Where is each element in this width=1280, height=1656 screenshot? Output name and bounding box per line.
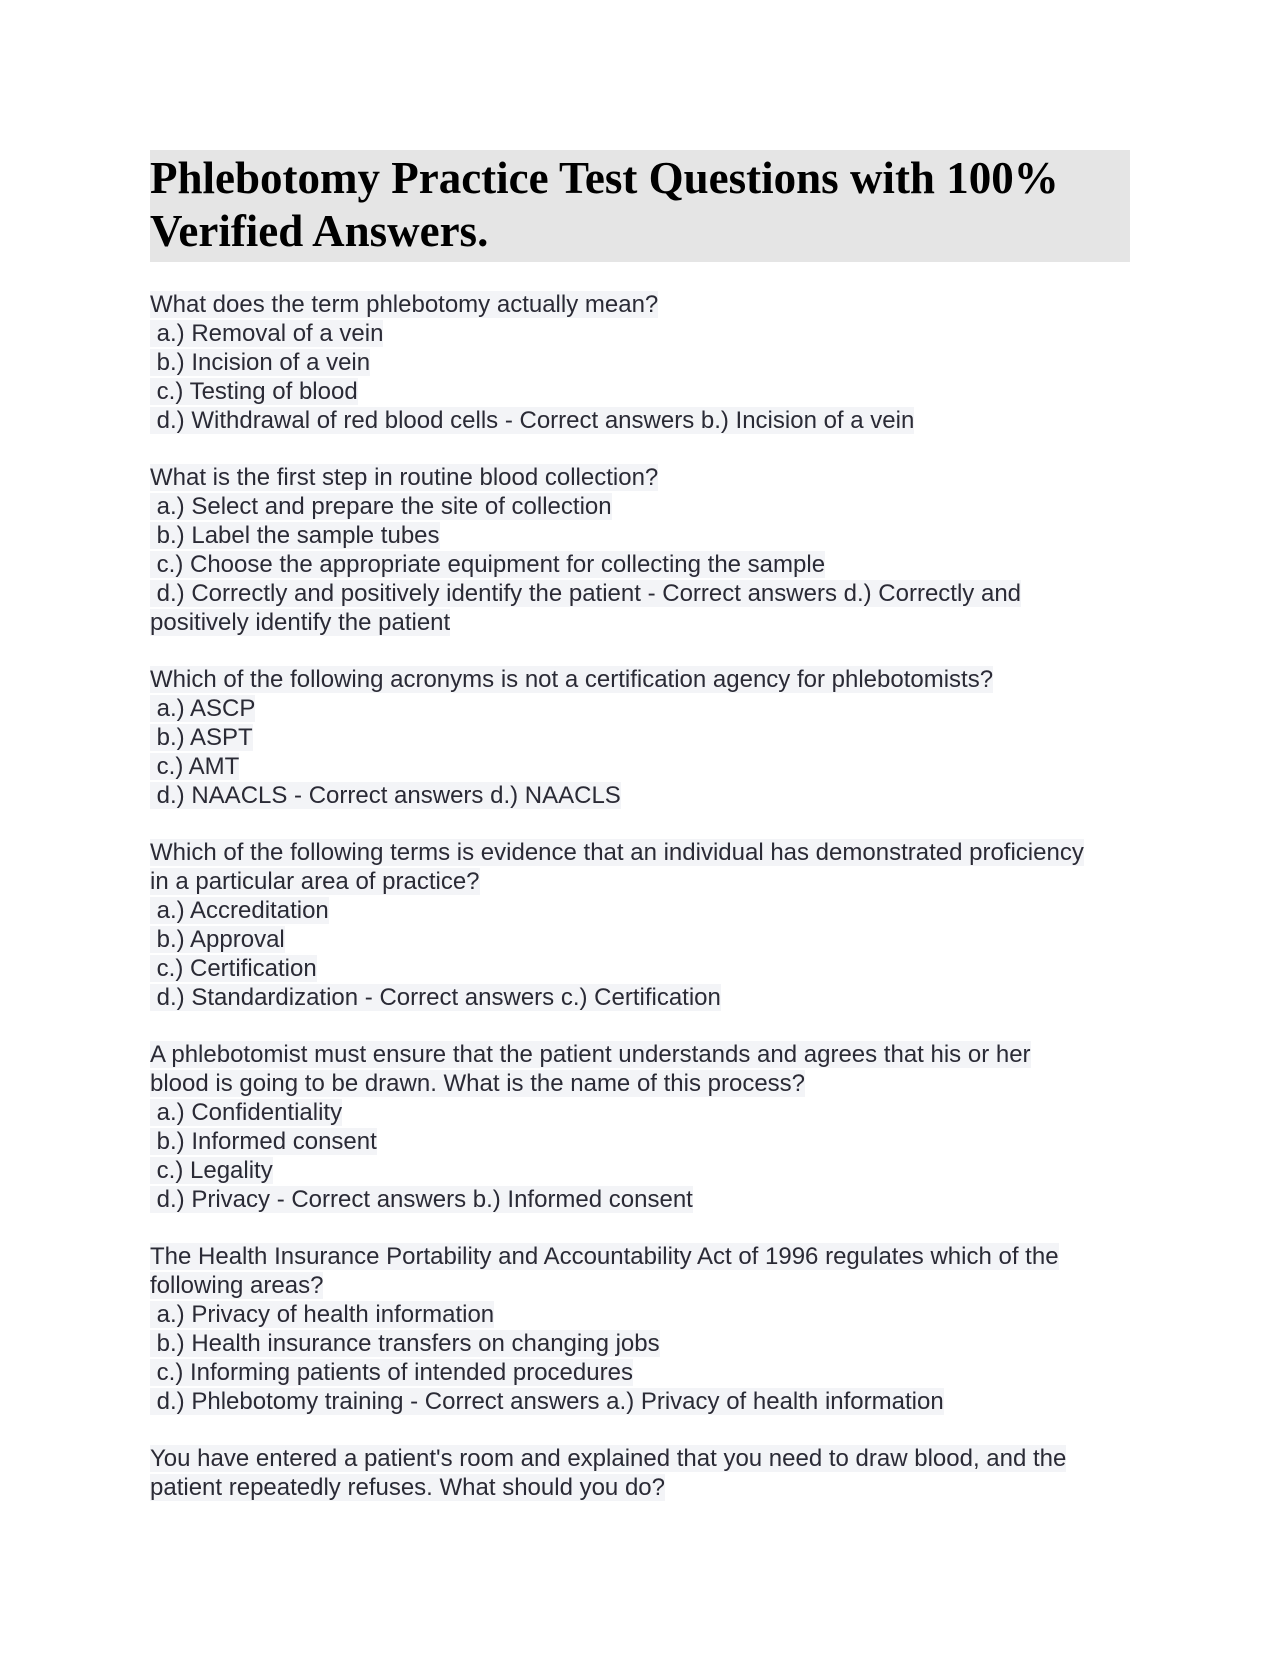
question-text <box>150 665 1130 694</box>
line-text: You have entered a patient's room and explained that you need to draw blood, and the <box>150 1445 1067 1472</box>
question-line <box>150 1069 1130 1098</box>
line-text: in a particular area of practice? <box>150 868 480 895</box>
line-text: b.) Incision of a vein <box>150 349 371 376</box>
question-line <box>150 521 1130 550</box>
line-text: What does the term phlebotomy actually mean? <box>150 291 659 318</box>
question-line <box>150 925 1130 954</box>
line-text: Which of the following acronyms is not a certification agency for phlebotomists? <box>150 666 994 693</box>
question-line <box>150 1358 1130 1387</box>
line-text: a.) Removal of a vein <box>150 320 384 347</box>
question-line <box>150 1156 1130 1185</box>
line-text: c.) Testing of blood <box>150 378 358 405</box>
document-page <box>150 150 1130 1530</box>
question-line <box>150 1098 1130 1127</box>
line-text: positively identify the patient <box>150 609 451 636</box>
line-text: a.) Select and prepare the site of collection <box>150 493 612 520</box>
question-line <box>150 319 1130 348</box>
question-block <box>150 290 1130 435</box>
line-text: c.) Legality <box>150 1157 273 1184</box>
question-line <box>150 608 1130 637</box>
question-block <box>150 665 1130 810</box>
question-list <box>150 290 1130 1502</box>
question-line <box>150 1271 1130 1300</box>
line-text: The Health Insurance Portability and Accountability Act of 1996 regulates which of the <box>150 1243 1059 1270</box>
line-text: a.) Accreditation <box>150 897 329 924</box>
line-text: What is the first step in routine blood collection? <box>150 464 659 491</box>
question-block <box>150 1242 1130 1416</box>
line-text: blood is going to be drawn. What is the name of this process? <box>150 1070 806 1097</box>
title-line: Verified Answers. <box>150 206 489 256</box>
line-text: b.) ASPT <box>150 724 253 751</box>
question-line <box>150 579 1130 608</box>
question-line <box>150 1185 1130 1214</box>
line-text: A phlebotomist must ensure that the patient understands and agrees that his or her <box>150 1041 1031 1068</box>
question-text <box>150 290 1130 319</box>
line-text: d.) Phlebotomy training - Correct answers a.) Privacy of health information <box>150 1388 944 1415</box>
question-line <box>150 896 1130 925</box>
question-line <box>150 781 1130 810</box>
line-text: d.) Correctly and positively identify the patient - Correct answers d.) Correctly and <box>150 580 1022 607</box>
line-text: a.) ASCP <box>150 695 256 722</box>
question-line <box>150 983 1130 1012</box>
question-block <box>150 838 1130 1012</box>
question-line <box>150 406 1130 435</box>
line-text: Which of the following terms is evidence that an individual has demonstrated proficiency <box>150 839 1084 866</box>
line-text: c.) Informing patients of intended procedures <box>150 1359 633 1386</box>
question-text <box>150 1242 1130 1271</box>
title-line: Phlebotomy Practice Test Questions with 100% <box>150 153 1059 203</box>
line-text: c.) Choose the appropriate equipment for collecting the sample <box>150 551 826 578</box>
question-line <box>150 550 1130 579</box>
question-text <box>150 838 1130 867</box>
question-line <box>150 694 1130 723</box>
question-line <box>150 1300 1130 1329</box>
question-text <box>150 1444 1130 1473</box>
question-block <box>150 463 1130 637</box>
line-text: following areas? <box>150 1272 324 1299</box>
line-text: patient repeatedly refuses. What should you do? <box>150 1474 665 1501</box>
line-text: b.) Informed consent <box>150 1128 377 1155</box>
line-text: b.) Label the sample tubes <box>150 522 440 549</box>
question-text <box>150 1040 1130 1069</box>
line-text: b.) Health insurance transfers on changing jobs <box>150 1330 660 1357</box>
question-line <box>150 723 1130 752</box>
question-line <box>150 1387 1130 1416</box>
line-text: d.) Privacy - Correct answers b.) Informed consent <box>150 1186 693 1213</box>
question-line <box>150 867 1130 896</box>
question-line <box>150 492 1130 521</box>
question-line <box>150 1127 1130 1156</box>
question-line <box>150 954 1130 983</box>
line-text: b.) Approval <box>150 926 285 953</box>
line-text: d.) NAACLS - Correct answers d.) NAACLS <box>150 782 621 809</box>
line-text: d.) Standardization - Correct answers c.) Certification <box>150 984 721 1011</box>
line-text: a.) Privacy of health information <box>150 1301 495 1328</box>
question-line <box>150 377 1130 406</box>
line-text: c.) Certification <box>150 955 317 982</box>
line-text: c.) AMT <box>150 753 240 780</box>
question-block <box>150 1040 1130 1214</box>
line-text: d.) Withdrawal of red blood cells - Correct answers b.) Incision of a vein <box>150 407 915 434</box>
question-line <box>150 348 1130 377</box>
question-line <box>150 752 1130 781</box>
document-title <box>150 150 1130 262</box>
question-line <box>150 1473 1130 1502</box>
line-text: a.) Confidentiality <box>150 1099 343 1126</box>
question-line <box>150 1329 1130 1358</box>
question-text <box>150 463 1130 492</box>
question-block <box>150 1444 1130 1502</box>
